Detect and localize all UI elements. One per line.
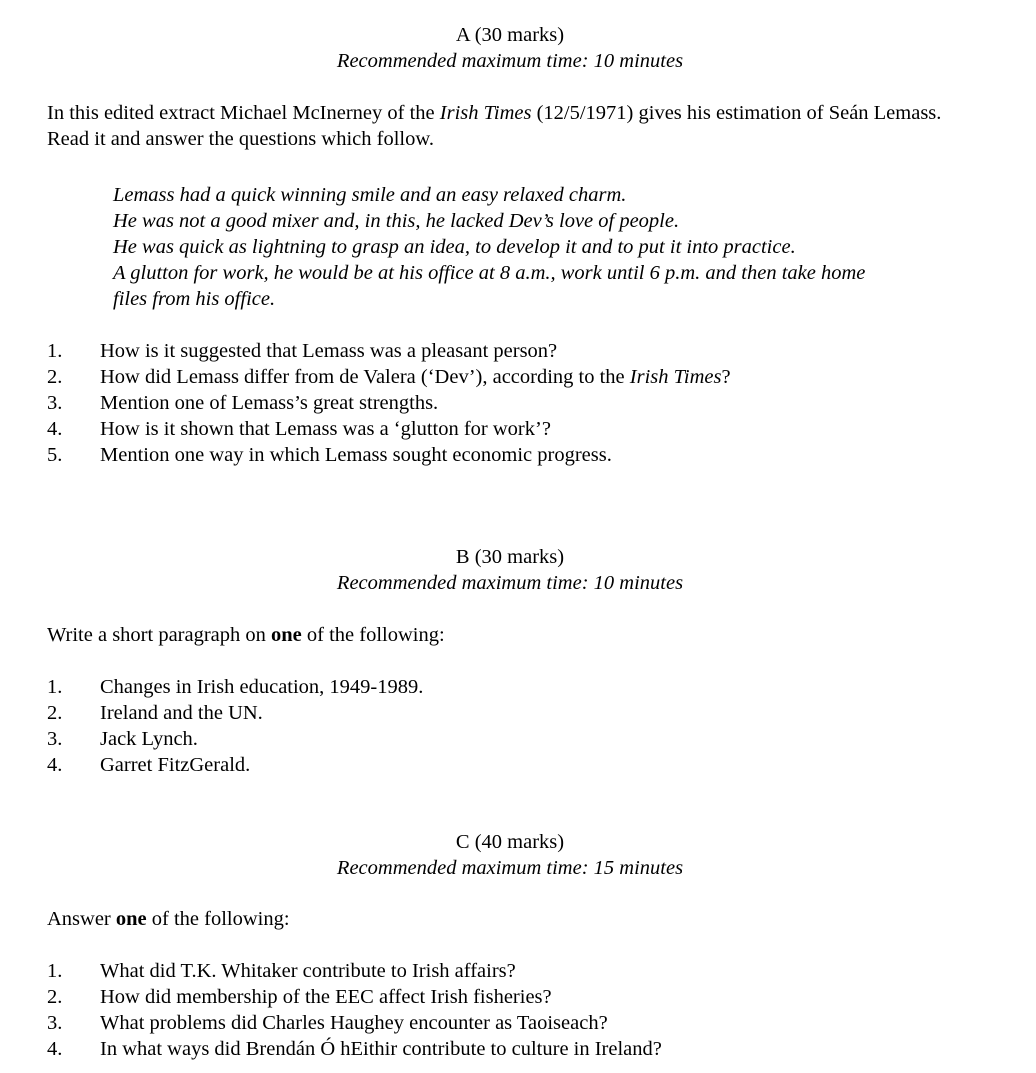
question-item	[47, 442, 987, 468]
intro-text-start: In this edited extract Michael McInerney of the	[47, 102, 440, 124]
section-b-title: B (30 marks)	[455, 546, 565, 568]
question-number: 3.	[47, 1012, 63, 1034]
question-text: How is it suggested that Lemass was a pleasant person?	[100, 340, 558, 362]
topic-item	[47, 674, 987, 700]
topic-text: Jack Lynch.	[100, 728, 198, 750]
question-text: What did T.K. Whitaker contribute to Irish affairs?	[100, 960, 516, 982]
instruction-text-start: Answer	[47, 908, 116, 930]
question-number: 2.	[47, 366, 63, 388]
question-number: 2.	[47, 986, 63, 1008]
instruction-text-end: of the following:	[146, 908, 290, 930]
question-item	[47, 390, 987, 416]
extract-quote	[113, 182, 993, 312]
extract-line: A glutton for work, he would be at his office at 8 a.m., work until 6 p.m. and then take home	[113, 262, 866, 284]
question-item	[47, 1036, 987, 1062]
topic-number: 1.	[47, 676, 63, 698]
question-number: 5.	[47, 444, 63, 466]
section-c-instruction	[47, 906, 977, 932]
section-a-intro	[47, 100, 977, 152]
section-b-instruction	[47, 622, 977, 648]
section-a-questions	[47, 338, 987, 468]
topic-item	[47, 752, 987, 778]
instruction-text-end: of the following:	[301, 624, 445, 646]
extract-line: Lemass had a quick winning smile and an easy relaxed charm.	[113, 184, 627, 206]
question-number: 4.	[47, 418, 63, 440]
topic-text: Ireland and the UN.	[100, 702, 263, 724]
question-text: What problems did Charles Haughey encounter as Taoiseach?	[100, 1012, 608, 1034]
section-a-title: A (30 marks)	[455, 24, 565, 46]
section-c-heading	[0, 829, 1020, 881]
question-item	[47, 338, 987, 364]
question-item	[47, 416, 987, 442]
question-number: 3.	[47, 392, 63, 414]
topic-text: Changes in Irish education, 1949-1989.	[100, 676, 424, 698]
question-number: 1.	[47, 960, 63, 982]
extract-line: He was not a good mixer and, in this, he lacked Dev’s love of people.	[113, 210, 680, 232]
question-text: How did membership of the EEC affect Irish fisheries?	[100, 986, 552, 1008]
question-text-italic: Irish Times	[629, 366, 722, 388]
topic-item	[47, 726, 987, 752]
question-number: 4.	[47, 1038, 63, 1060]
section-c-time: Recommended maximum time: 15 minutes	[336, 857, 684, 879]
topic-item	[47, 700, 987, 726]
intro-text-end: (12/5/1971) gives his estimation of Seán Lemass. Read it and answer the questions which follow.	[47, 102, 942, 150]
section-b-heading	[0, 544, 1020, 596]
section-c-items	[47, 958, 987, 1062]
instruction-emphasis: one	[115, 908, 147, 930]
extract-line: He was quick as lightning to grasp an idea, to develop it and to put it into practice.	[113, 236, 796, 258]
instruction-emphasis: one	[271, 624, 302, 646]
section-b-time: Recommended maximum time: 10 minutes	[336, 572, 684, 594]
question-text: Mention one way in which Lemass sought economic progress.	[100, 444, 612, 466]
topic-text: Garret FitzGerald.	[100, 754, 251, 776]
question-text: How is it shown that Lemass was a ‘glutton for work’?	[100, 418, 551, 440]
question-text: In what ways did Brendán Ó hEithir contribute to culture in Ireland?	[100, 1038, 662, 1060]
question-number: 1.	[47, 340, 63, 362]
question-item	[47, 364, 987, 390]
section-a-heading	[0, 22, 1020, 74]
topic-number: 4.	[47, 754, 63, 776]
intro-source: Irish Times	[439, 102, 532, 124]
instruction-text-start: Write a short paragraph on	[47, 624, 272, 646]
question-text-end: ?	[721, 366, 731, 388]
question-item	[47, 984, 987, 1010]
question-item	[47, 958, 987, 984]
question-item	[47, 1010, 987, 1036]
question-text: How did Lemass differ from de Valera (‘Dev’), according to the	[100, 366, 630, 388]
topic-number: 3.	[47, 728, 63, 750]
extract-line: files from his office.	[113, 288, 276, 310]
section-a-time: Recommended maximum time: 10 minutes	[336, 50, 684, 72]
question-text: Mention one of Lemass’s great strengths.	[100, 392, 439, 414]
topic-number: 2.	[47, 702, 63, 724]
section-c-title: C (40 marks)	[455, 831, 565, 853]
section-b-items	[47, 674, 987, 778]
